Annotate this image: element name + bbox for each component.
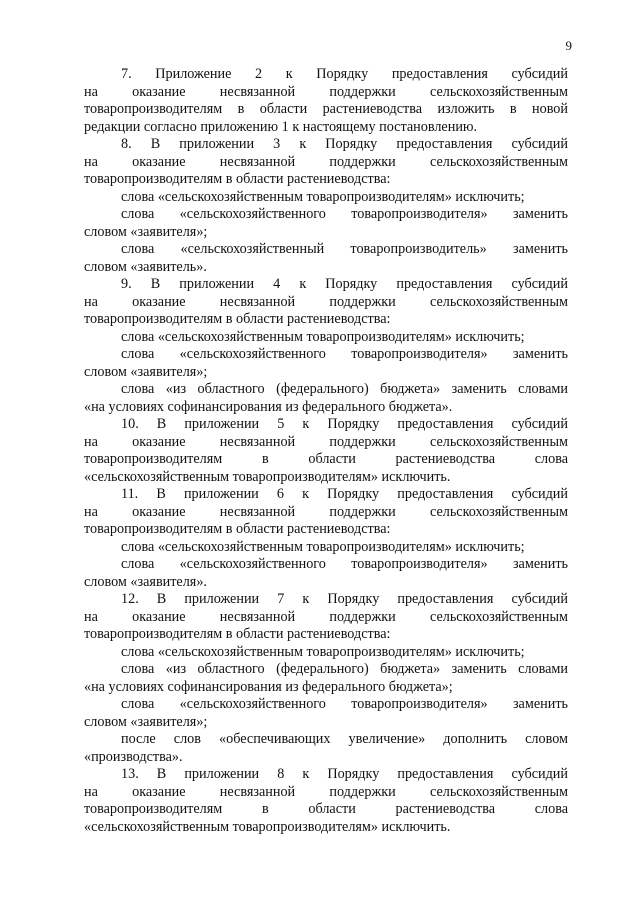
- text-line: слова «сельскохозяйственного товаропроизводителя» заменить: [121, 696, 568, 712]
- text-line: слова «сельскохозяйственного товаропроизводителя» заменить: [121, 346, 568, 362]
- text-line: 11. В приложении 6 к Порядку предоставления субсидий: [121, 486, 568, 502]
- text-line: словом «заявителя»;: [84, 363, 208, 380]
- text-line: 7. Приложение 2 к Порядку предоставления субсидий: [121, 66, 568, 82]
- document-body: [84, 66, 568, 836]
- text-line: словом «заявитель».: [84, 258, 207, 275]
- text-line: слова «из областного (федерального) бюджета» заменить словами: [121, 381, 568, 397]
- text-line: 13. В приложении 8 к Порядку предоставления субсидий: [121, 766, 568, 782]
- text-line: слова «из областного (федерального) бюджета» заменить словами: [121, 661, 568, 677]
- text-line: слова «сельскохозяйственный товаропроизводитель» заменить: [121, 241, 568, 257]
- page-number: 9: [565, 38, 572, 53]
- text-line: 10. В приложении 5 к Порядку предоставления субсидий: [121, 416, 568, 432]
- text-line: на оказание несвязанной поддержки сельскохозяйственным: [84, 83, 568, 100]
- text-line: слова «сельскохозяйственным товаропроизводителям» исключить;: [121, 538, 525, 555]
- text-line: словом «заявителя».: [84, 573, 207, 590]
- text-line: товаропроизводителям в области растениеводства:: [84, 311, 391, 327]
- text-line: редакции согласно приложению 1 к настоящему постановлению.: [84, 118, 478, 135]
- text-line: товаропроизводителям в области растениеводства:: [84, 626, 391, 642]
- text-line: «на условиях софинансирования из федерального бюджета».: [84, 398, 453, 415]
- text-line: словом «заявителя»;: [84, 713, 208, 730]
- text-line: на оказание несвязанной поддержки сельскохозяйственным: [84, 608, 568, 625]
- text-line: «на условиях софинансирования из федерального бюджета»;: [84, 678, 453, 695]
- text-line: слова «сельскохозяйственным товаропроизводителям» исключить;: [121, 188, 525, 205]
- text-line: «сельскохозяйственным товаропроизводителям» исключить.: [84, 468, 451, 485]
- text-line: словом «заявителя»;: [84, 223, 208, 240]
- text-line: 12. В приложении 7 к Порядку предоставления субсидий: [121, 591, 568, 607]
- text-line: «сельскохозяйственным товаропроизводителям» исключить.: [84, 818, 451, 835]
- text-line: товаропроизводителям в области растениеводства:: [84, 171, 391, 187]
- text-line: «производства».: [84, 748, 183, 765]
- text-line: 9. В приложении 4 к Порядку предоставления субсидий: [121, 276, 568, 292]
- text-line: на оказание несвязанной поддержки сельскохозяйственным: [84, 433, 568, 450]
- text-line: товаропроизводителям в области растениеводства изложить в новой: [84, 101, 568, 117]
- text-line: слова «сельскохозяйственного товаропроизводителя» заменить: [121, 556, 568, 572]
- text-line: на оказание несвязанной поддержки сельскохозяйственным: [84, 293, 568, 310]
- text-line: после слов «обеспечивающих увеличение» дополнить словом: [121, 731, 568, 747]
- text-line: 8. В приложении 3 к Порядку предоставления субсидий: [121, 136, 568, 152]
- text-line: на оказание несвязанной поддержки сельскохозяйственным: [84, 783, 568, 800]
- text-line: на оказание несвязанной поддержки сельскохозяйственным: [84, 503, 568, 520]
- text-line: слова «сельскохозяйственного товаропроизводителя» заменить: [121, 206, 568, 222]
- text-line: товаропроизводителям в области растениеводства слова: [84, 451, 568, 467]
- text-line: на оказание несвязанной поддержки сельскохозяйственным: [84, 153, 568, 170]
- text-line: товаропроизводителям в области растениеводства:: [84, 521, 391, 537]
- text-line: слова «сельскохозяйственным товаропроизводителям» исключить;: [121, 643, 525, 660]
- text-line: слова «сельскохозяйственным товаропроизводителям» исключить;: [121, 328, 525, 345]
- text-line: товаропроизводителям в области растениеводства слова: [84, 801, 568, 817]
